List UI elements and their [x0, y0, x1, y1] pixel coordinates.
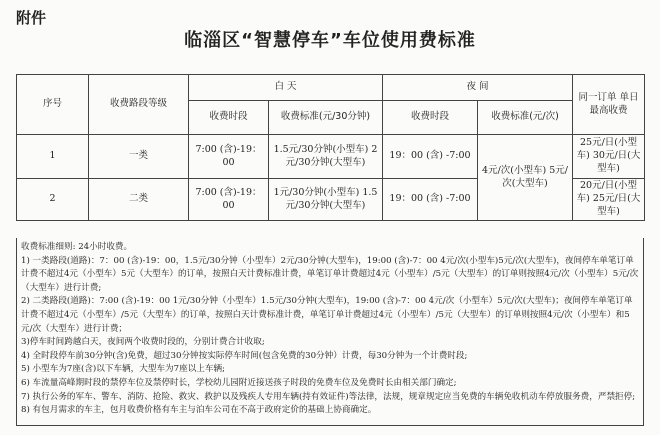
- note-item: 5) 小型车为7座(含)以下车辆，大型车为7座以上车辆;: [21, 364, 225, 375]
- note-item: 3)停车时间跨越白天，夜间两个收费时段的，分别计费合计收取;: [21, 337, 265, 348]
- row-level: 二类: [89, 179, 189, 221]
- header-night-time: 收费时段: [383, 101, 478, 135]
- header-night: 夜 间: [383, 75, 573, 101]
- note-item: 1) 一类路段(道路)：7：00 (含)-19：00，1.5元/30分钟（小型车）2元/30分钟(大型车)，19:00 (含)-7：00 4元/次(小型车)5元/次(大型车)，夜间停车单笔订单计费不超过4元（小型车）5元（大型车）的订单，按照白天计费标准计费，单笔订单计费超过4元（小型车）/5元（大型车）的订单则按照4元/次（小型车）5元/次（大型车）进行计费;: [21, 255, 639, 293]
- row-daily-cap: 25元/日(小型车) 30元/日(大型车): [573, 135, 645, 179]
- note-item: 6) 车流量高峰期时段的禁停车位及禁停时长，学校幼儿园附近接送孩子时段的免费车位及免费时长由相关部门确定;: [21, 377, 457, 388]
- night-standard-shared: 4元/次(小型车) 5元/次(大型车): [478, 135, 573, 221]
- fee-notes: [16, 238, 644, 426]
- note-item: 7) 执行公务的军车、警车、消防、抢险、救灾、救护以及残疾人专用车辆(持有效证件)等法律，法规，规章规定应当免费的车辆免收机动车停放服务费，严禁拒停;: [21, 391, 636, 402]
- row-level: 一类: [89, 135, 189, 179]
- row-night-time: 19：00 (含) -7:00: [383, 135, 478, 179]
- table-row: [17, 135, 645, 179]
- row-day-standard: 1元/30分钟(小型车) 1.5元/30分钟(大型车): [269, 179, 383, 221]
- header-no: 序号: [17, 75, 89, 135]
- header-day-standard: 收费标准(元/30分钟): [269, 101, 383, 135]
- row-day-standard: 1.5元/30分钟(小型车) 2元/30分钟(大型车): [269, 135, 383, 179]
- row-day-time: 7:00 (含)-19：00: [189, 135, 269, 179]
- header-level: 收费路段等级: [89, 75, 189, 135]
- row-day-time: 7:00 (含)-19：00: [189, 179, 269, 221]
- header-day-time: 收费时段: [189, 101, 269, 135]
- note-item: 2) 二类路段(道路)：7:00 (含)-19：00 1元/30分钟（小型车）1.5元/30分钟(大型车)，19:00 (含)-7：00 4元/次（小型车）5元/次(大型车)；夜间停车单笔订单计费不超过4元（小型车）/5元（大型车）的订单，按照白天计费标准计费，单笔订单计费超过4元（小型车）/5元（大型车）的订单则按照4元/次（小型车）和5元/次（大型车）进行计费；: [21, 296, 633, 334]
- header-day: 白 天: [189, 75, 383, 101]
- row-daily-cap: 20元/日(小型车) 25元/日(大型车): [573, 179, 645, 221]
- row-no: 2: [17, 179, 89, 221]
- page-title: 临淄区“智慧停车”车位使用费标准: [184, 30, 476, 51]
- note-item: 8) 有包月需求的车主，包月收费价格有车主与泊车公司在不高于政府定价的基础上协商确定。: [21, 405, 377, 416]
- note-item: 4) 全时段停车前30分钟(含)免费，超过30分钟按实际停车时间(包含免费的30分钟）计费，每30分钟为一个计费时段;: [21, 350, 468, 361]
- attachment-label: 附件: [16, 9, 47, 27]
- fee-table: [16, 74, 645, 221]
- row-night-time: 19：00 (含) -7:00: [383, 179, 478, 221]
- note-intro: 收费标准细则: 24小时收费。: [21, 242, 133, 252]
- header-night-standard: 收费标准(元/次): [478, 101, 573, 135]
- header-daily-cap: 同一订单 单日最高收费: [573, 75, 645, 135]
- row-no: 1: [17, 135, 89, 179]
